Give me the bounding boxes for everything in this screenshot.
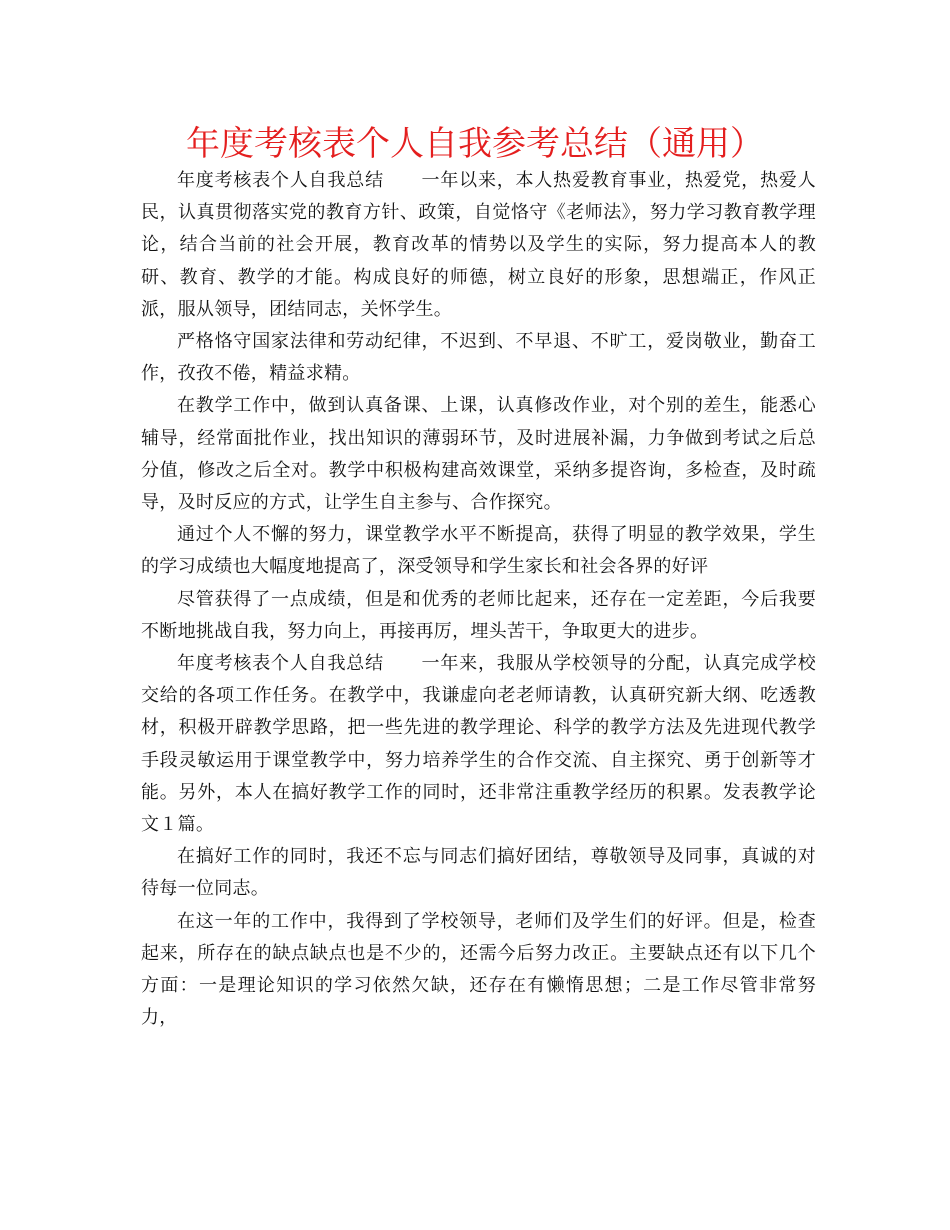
document-body — [141, 165, 816, 1034]
paragraph: 尽管获得了一点成绩，但是和优秀的老师比起来，还存在一定差距，今后我要不断地挑战自我，努力向上，再接再厉，埋头苦干，争取更大的进步。 — [141, 588, 816, 642]
paragraph: 年度考核表个人自我总结 一年以来，本人热爱教育事业，热爱党，热爱人民，认真贯彻落实党的教育方针、政策，自觉恪守《老师法》，努力学习教育教学理论，结合当前的社会开展，教育改革的情势以及学生的实际，努力提高本人的教研、教育、教学的才能。构成良好的师德，树立良好的形象，思想端正，作风正派，服从领导，团结同志，关怀学生。 — [141, 170, 816, 320]
paragraph: 年度考核表个人自我总结 一年来，我服从学校领导的分配，认真完成学校交给的各项工作任务。在教学中，我谦虚向老老师请教，认真研究新大纲、吃透教材，积极开辟教学思路，把一些先进的教学理论、科学的教学方法及先进现代教学手段灵敏运用于课堂教学中，努力培养学生的合作交流、自主探究、勇于创新等才能。另外，本人在搞好教学工作的同时，还非常注重教学经历的积累。发表教学论文１篇。 — [141, 653, 816, 836]
document-title: 年度考核表个人自我参考总结（通用） — [186, 124, 764, 164]
paragraph: 在这一年的工作中，我得到了学校领导，老师们及学生们的好评。但是，检查起来，所存在的缺点缺点也是不少的，还需今后努力改正。主要缺点还有以下几个方面：一是理论知识的学习依然欠缺，还存在有懒惰思想；二是工作尽管非常努力， — [141, 910, 816, 1029]
paragraph: 在教学工作中，做到认真备课、上课，认真修改作业，对个别的差生，能悉心辅导，经常面批作业，找出知识的薄弱环节，及时进展补漏，力争做到考试之后总分值，修改之后全对。教学中积极构建高效课堂，采纳多提咨询，多检查，及时疏导，及时反应的方式，让学生自主参与、合作探究。 — [141, 395, 816, 514]
paragraph: 严格恪守国家法律和劳动纪律，不迟到、不早退、不旷工，爱岗敬业，勤奋工作，孜孜不倦，精益求精。 — [141, 331, 816, 385]
paragraph: 在搞好工作的同时，我还不忘与同志们搞好团结，尊敬领导及同事，真诚的对待每一位同志。 — [141, 846, 816, 900]
paragraph: 通过个人不懈的努力，课堂教学水平不断提高，获得了明显的教学效果，学生的学习成绩也大幅度地提高了，深受领导和学生家长和社会各界的好评 — [141, 524, 816, 578]
